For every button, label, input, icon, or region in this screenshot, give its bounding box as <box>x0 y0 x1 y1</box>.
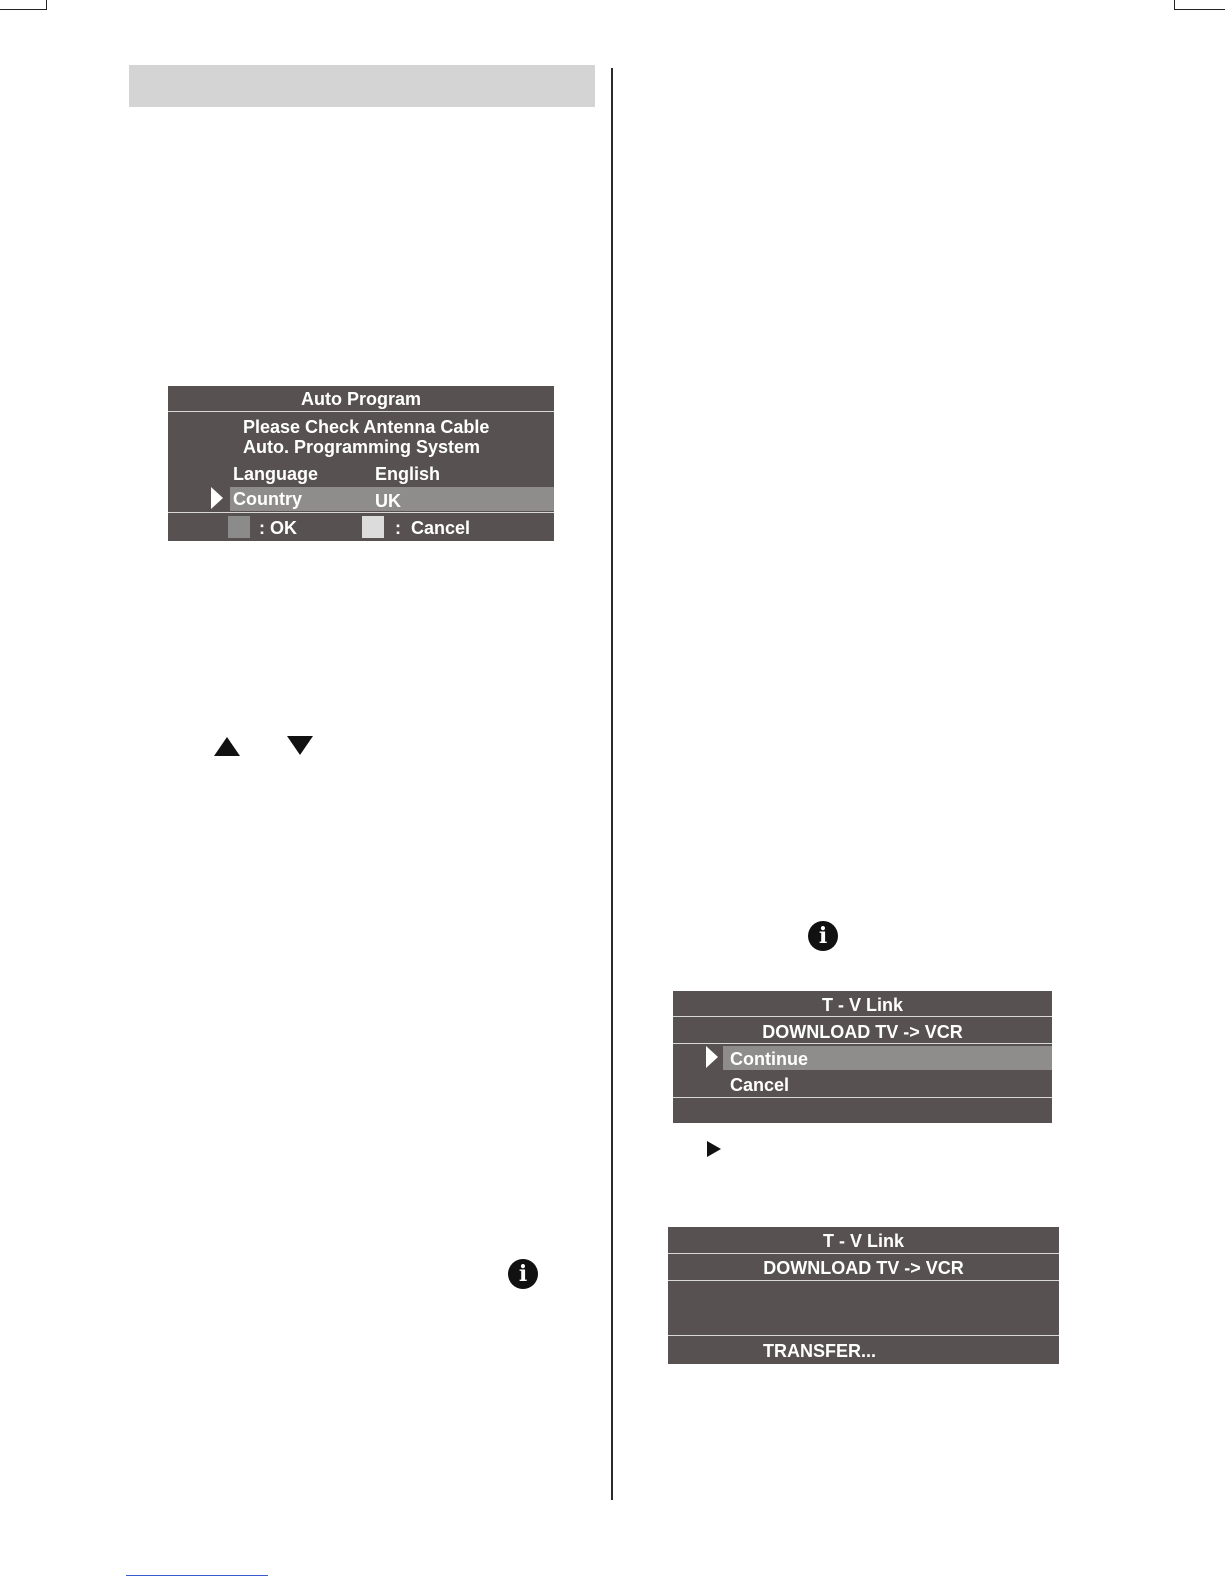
footer-rule <box>126 1575 268 1576</box>
ok-color-key-icon <box>228 516 250 538</box>
menu-option-label: Continue <box>730 1049 808 1069</box>
menu-option-label: Cancel <box>730 1075 790 1095</box>
menu-row-label: Country <box>233 489 302 509</box>
osd-subtitle-separator <box>668 1280 1059 1281</box>
menu-row-value: UK <box>375 491 401 511</box>
crop-mark-top-right-vertical <box>1174 0 1175 10</box>
osd-status-separator <box>668 1335 1059 1336</box>
triangle-up-icon <box>214 737 240 756</box>
transfer-status: TRANSFER... <box>763 1341 877 1361</box>
section-header-band <box>129 65 595 107</box>
triangle-down-icon <box>287 736 313 755</box>
menu-row-value: English <box>375 464 441 484</box>
selection-pointer-icon <box>211 487 223 509</box>
osd-title-separator <box>673 1016 1052 1017</box>
osd-footer-separator <box>673 1097 1052 1098</box>
menu-option-continue[interactable] <box>723 1046 1052 1070</box>
ok-label[interactable]: : OK <box>259 518 297 538</box>
crop-mark-top-left-horizontal <box>0 9 46 10</box>
osd-message-line-1: Please Check Antenna Cable <box>243 417 490 437</box>
selection-pointer-icon <box>706 1046 718 1068</box>
tv-link-menu-osd <box>673 991 1052 1123</box>
auto-program-osd <box>168 386 554 541</box>
menu-option-cancel[interactable] <box>673 1073 1052 1097</box>
osd-subtitle-separator <box>673 1043 1052 1044</box>
info-icon: i <box>808 921 838 951</box>
tv-link-transfer-osd <box>668 1227 1059 1364</box>
crop-mark-top-right-horizontal <box>1175 9 1225 10</box>
osd-title-separator <box>168 411 554 412</box>
osd-footer-separator <box>168 512 554 513</box>
column-divider <box>611 68 613 1500</box>
cancel-label[interactable]: : Cancel <box>395 518 471 538</box>
menu-row-country[interactable] <box>230 487 554 511</box>
osd-subtitle: DOWNLOAD TV -> VCR <box>762 1022 963 1042</box>
osd-title: T - V Link <box>823 1231 904 1251</box>
osd-subtitle: DOWNLOAD TV -> VCR <box>763 1258 964 1278</box>
play-arrow-icon <box>707 1141 721 1157</box>
cancel-color-key-icon <box>362 516 384 538</box>
menu-row-language[interactable] <box>168 461 554 485</box>
info-icon: i <box>508 1259 538 1289</box>
menu-row-label: Language <box>233 464 319 484</box>
osd-title: Auto Program <box>300 389 421 409</box>
osd-title: T - V Link <box>822 995 903 1015</box>
osd-title-separator <box>668 1253 1059 1254</box>
osd-message-line-2: Auto. Programming System <box>243 437 481 457</box>
crop-mark-top-left-vertical <box>46 0 47 10</box>
